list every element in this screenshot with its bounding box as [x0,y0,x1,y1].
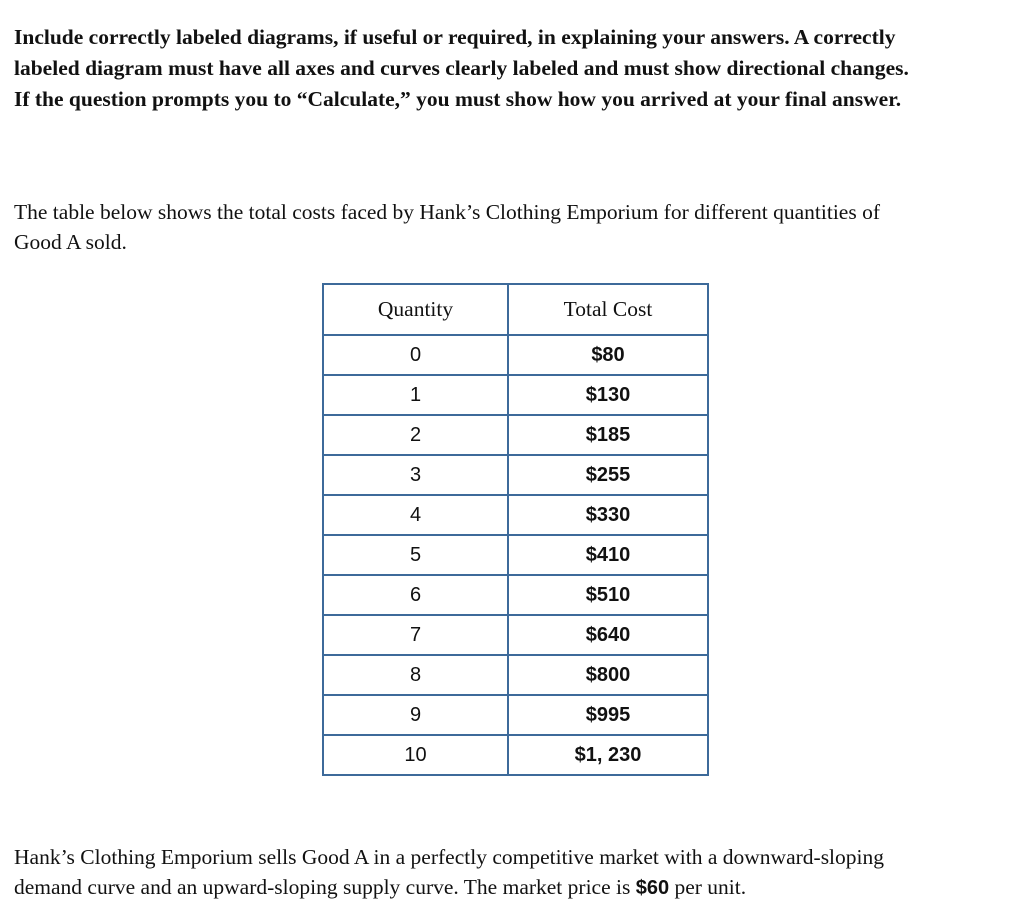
total-cost-cell: $130 [508,375,708,415]
market-price-value: $60 [635,877,670,899]
table-row [323,335,708,375]
intro-line-2: Good A sold. [14,230,127,254]
total-cost-cell: $330 [508,495,708,535]
table-row [323,535,708,575]
quantity-cell: 9 [323,695,508,735]
quantity-cell: 8 [323,655,508,695]
quantity-cell: 2 [323,415,508,455]
quantity-cell: 0 [323,335,508,375]
intro-line-1: The table below shows the total costs faced by Hank’s Clothing Emporium for different quantities of [14,200,880,224]
instructions-line-1: Include correctly labeled diagrams, if useful or required, in explaining your answers. A correctly [14,25,896,49]
total-cost-cell: $255 [508,455,708,495]
total-cost-header: Total Cost [508,284,708,335]
table-row [323,615,708,655]
total-cost-table [322,283,709,776]
total-cost-cell: $185 [508,415,708,455]
table-row [323,455,708,495]
quantity-cell: 6 [323,575,508,615]
total-cost-cell: $1, 230 [508,735,708,775]
intro-paragraph [14,197,1004,257]
total-cost-cell: $80 [508,335,708,375]
table-row [323,695,708,735]
total-cost-cell: $410 [508,535,708,575]
quantity-header: Quantity [323,284,508,335]
instructions-line-3: If the question prompts you to “Calculate,” you must show how you arrived at your final answer. [14,87,902,111]
table-row [323,375,708,415]
table-header-row [323,284,708,335]
table-row [323,415,708,455]
quantity-cell: 5 [323,535,508,575]
quantity-cell: 10 [323,735,508,775]
table-row [323,735,708,775]
closing-line-1: Hank’s Clothing Emporium sells Good A in a perfectly competitive market with a downward-sloping [14,845,885,869]
table-row [323,495,708,535]
closing-line-2-prefix: demand curve and an upward-sloping supply curve. The market price is [14,875,636,899]
instructions-line-2: labeled diagram must have all axes and curves clearly labeled and must show directional changes. [14,56,909,80]
closing-line-2-suffix: per unit. [669,875,747,899]
table-row [323,655,708,695]
total-cost-cell: $510 [508,575,708,615]
total-cost-cell: $640 [508,615,708,655]
quantity-cell: 3 [323,455,508,495]
total-cost-cell: $995 [508,695,708,735]
quantity-cell: 4 [323,495,508,535]
closing-line-2 [14,872,1014,903]
instructions-block [14,22,1014,115]
total-cost-cell: $800 [508,655,708,695]
closing-paragraph [14,842,1014,903]
quantity-cell: 1 [323,375,508,415]
table-row [323,575,708,615]
quantity-cell: 7 [323,615,508,655]
